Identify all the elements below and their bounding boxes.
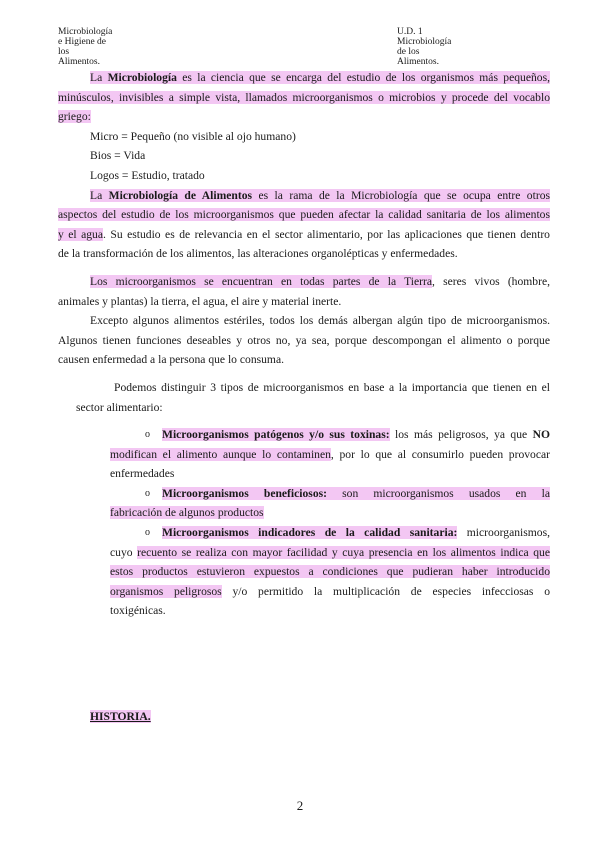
etym-micro: Micro = Pequeño (no visible al ojo humano) <box>90 129 296 143</box>
p2-line-2: aspectos del estudio de los microorganismos que pueden afectar la calidad sanitaria de los alimentos <box>58 208 550 222</box>
bullet-icon: o <box>145 429 150 441</box>
etym-logos: Logos = Estudio, tratado <box>90 168 205 182</box>
p3-line-2: animales y plantas) la tierra, el agua, el aire y material inerte. <box>58 294 342 308</box>
p2-line-1: La Microbiología de Alimentos es la rama de la Microbiología que se ocupa entre otros <box>90 188 550 202</box>
term-microbiologia-alimentos: Microbiología de Alimentos <box>108 188 253 202</box>
p3-line-1: Los microorganismos se encuentran en todas partes de la Tierra, seres vivos (hombre, <box>90 274 550 288</box>
list-item-3-line-5: toxigénicas. <box>110 604 166 618</box>
bullet-icon: o <box>145 487 150 499</box>
term-microbiologia: Microbiología <box>107 71 177 84</box>
p4-line-1: Excepto algunos alimentos estériles, todos los demás albergan algún tipo de microorganismos. <box>90 314 550 328</box>
p1-line-3: griego: <box>58 110 91 124</box>
p4-line-2: Algunos tienen funciones deseables y otros no, ya sea, porque descompongan el alimento o porque <box>58 333 550 347</box>
header-right: U.D. 1 Microbiología de los Alimentos. <box>397 27 452 67</box>
p5-line-2: sector alimentario: <box>76 400 163 414</box>
list-item-1-line-2: modifican el alimento aunque lo contaminen, por lo que al consumirlo pueden provocar <box>110 447 550 461</box>
p4-line-3: causen enfermedad a la persona que lo consuma. <box>58 353 284 367</box>
section-heading-historia: HISTORIA. <box>90 710 151 724</box>
p2-line-4: de la transformación de los alimentos, las alteraciones organolépticas y enfermedades. <box>58 247 458 261</box>
list-item-3-line-2: cuyo recuento se realiza con mayor facilidad y cuya presencia en los alimentos indica que <box>110 545 550 559</box>
p5-line-1: Podemos distinguir 3 tipos de microorganismos en base a la importancia que tienen en el <box>114 380 550 394</box>
p1-line-1: La Microbiología es la ciencia que se encarga del estudio de los organismos más pequeños, <box>90 71 550 84</box>
list-item-3: o Microorganismos indicadores de la calidad sanitaria: microorganismos, <box>110 523 550 543</box>
p2-line-3: y el agua. Su estudio es de relevancia en el sector alimentario, por las aplicaciones que tienen dentro <box>58 227 550 241</box>
p1-line-2: minúsculos, invisibles a simple vista, llamados microorganismos o microbios y procede del vocablo <box>58 90 550 104</box>
bullet-icon: o <box>145 527 150 539</box>
list-item-2: o Microorganismos beneficiosos: son microorganismos usados en la <box>110 484 550 504</box>
list-item-1: o Microorganismos patógenos y/o sus toxinas: los más peligrosos, ya que NO <box>110 425 550 445</box>
document-body <box>58 68 550 727</box>
list-item-3-line-3: estos productos estuvieron expuestos a condiciones que pudieran haber introducido <box>110 565 550 579</box>
list-item-1-line-3: enfermedades <box>110 467 175 481</box>
microorganism-list <box>58 425 550 621</box>
etym-bios: Bios = Vida <box>90 149 146 163</box>
header-left: Microbiología e Higiene de los Alimentos. <box>58 27 113 67</box>
page-number: 2 <box>296 798 304 813</box>
list-item-3-line-4: organismos peligrosos y/o permitido la multiplicación de especies infecciosas o <box>110 584 550 598</box>
list-item-2-line-2: fabricación de algunos productos <box>110 506 264 520</box>
